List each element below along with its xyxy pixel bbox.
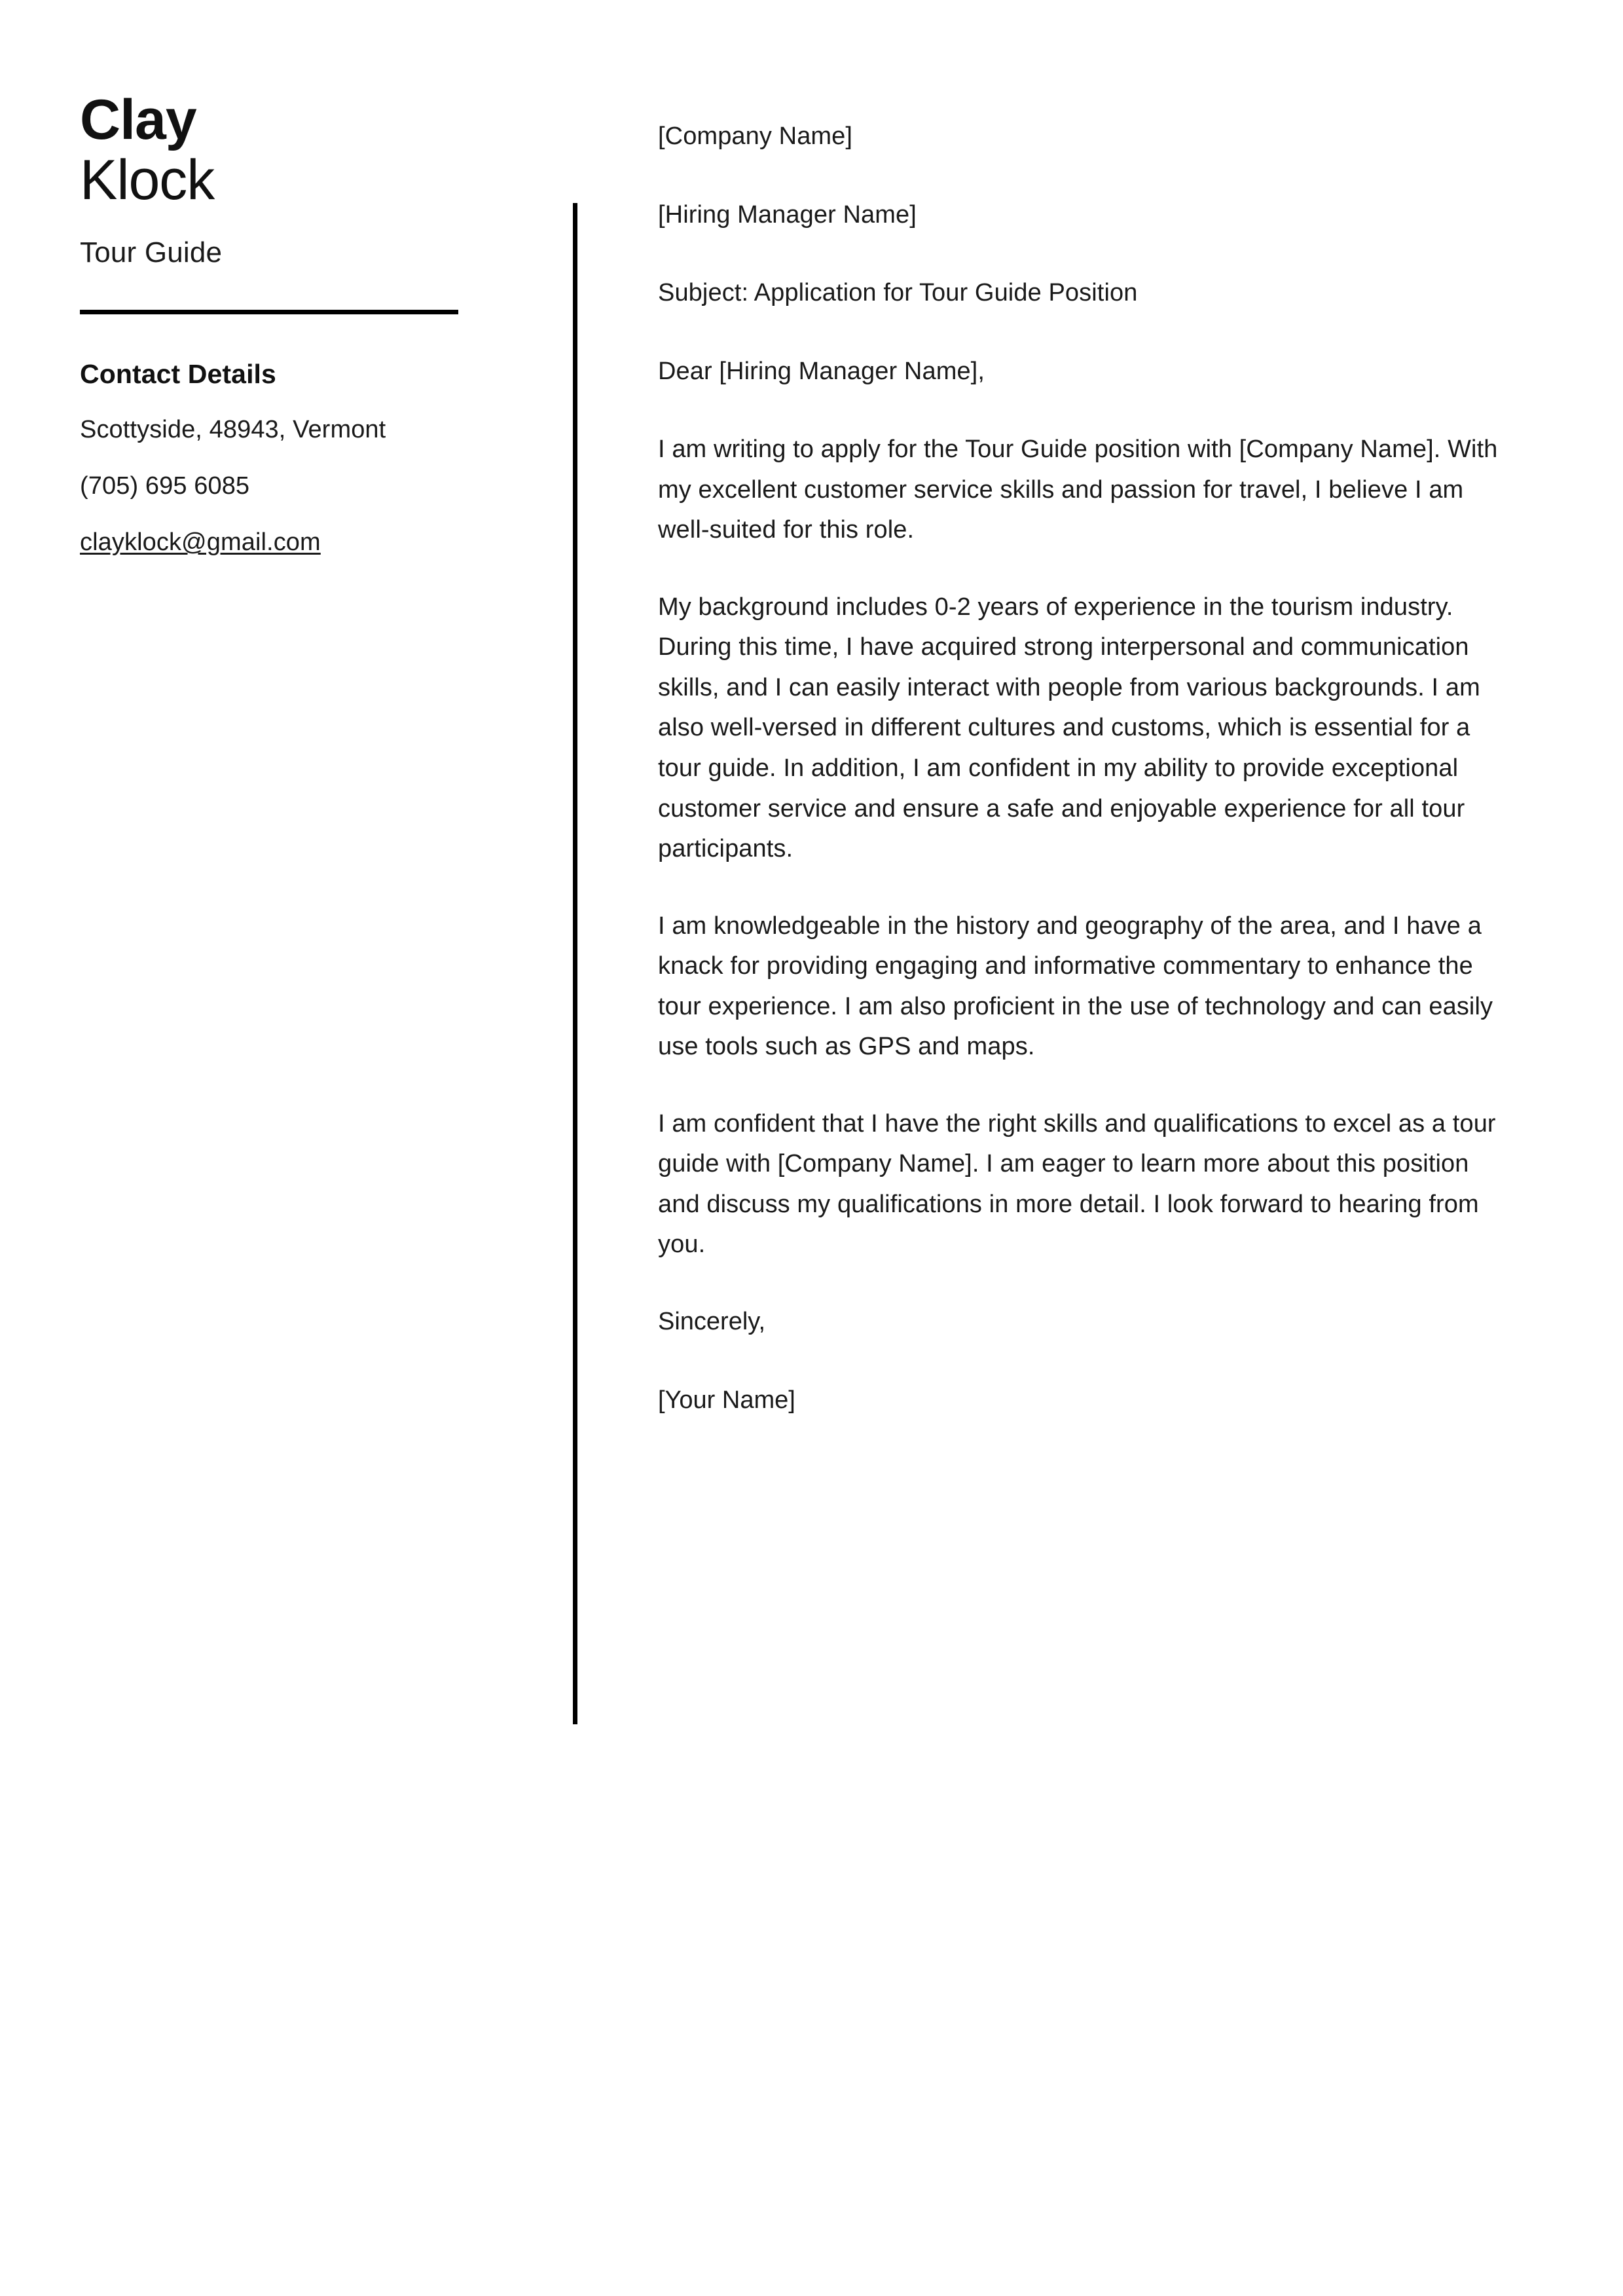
contact-address: Scottyside, 48943, Vermont	[80, 416, 386, 444]
contact-details-heading: Contact Details	[80, 359, 276, 390]
letter-paragraph-4: I am confident that I have the right skills and qualifications to excel as a tour guide with [Company Name]. I am eager to learn more about this position and discuss my qualifications in more detail. I look forward to hearing from you.	[658, 1109, 1496, 1259]
letter-closing: Sincerely,	[658, 1308, 766, 1336]
letter-hiring-manager-name: [Hiring Manager Name]	[658, 200, 917, 229]
letter-paragraph-1: I am writing to apply for the Tour Guide position with [Company Name]. With my excellent customer service skills and passion for travel, I believe I am well-suited for this role.	[658, 435, 1498, 544]
contact-email-link[interactable]: clayklock@gmail.com	[80, 528, 321, 557]
letter-paragraph-2: My background includes 0-2 years of experience in the tourism industry. During this time, I have acquired strong interpersonal and communication skills, and I can easily interact with people from various backgrounds. I am also well-versed in different cultures and customs, which is essential for a tour guide. In addition, I am confident in my ability to provide exceptional customer service and ensure a safe and enjoyable experience for all tour participants.	[658, 593, 1480, 863]
sidebar	[80, 88, 473, 585]
letter-signature-name: [Your Name]	[658, 1386, 795, 1414]
job-title: Tour Guide	[80, 236, 223, 269]
candidate-first-name: Clay	[80, 88, 196, 151]
letter-company-name: [Company Name]	[658, 122, 853, 150]
letter-subject: Subject: Application for Tour Guide Position	[658, 279, 1138, 307]
candidate-name	[80, 88, 473, 212]
letter-salutation: Dear [Hiring Manager Name],	[658, 357, 985, 385]
candidate-last-name: Klock	[80, 148, 215, 212]
contact-phone: (705) 695 6085	[80, 472, 250, 500]
sidebar-divider-rule	[80, 310, 458, 314]
vertical-divider	[573, 203, 577, 1724]
letter-body	[658, 117, 1509, 1458]
letter-paragraph-3: I am knowledgeable in the history and geography of the area, and I have a knack for providing engaging and informative commentary to enhance the tour experience. I am also proficient in the use of technology and can easily use tools such as GPS and maps.	[658, 912, 1493, 1061]
contact-details-list	[80, 416, 473, 585]
